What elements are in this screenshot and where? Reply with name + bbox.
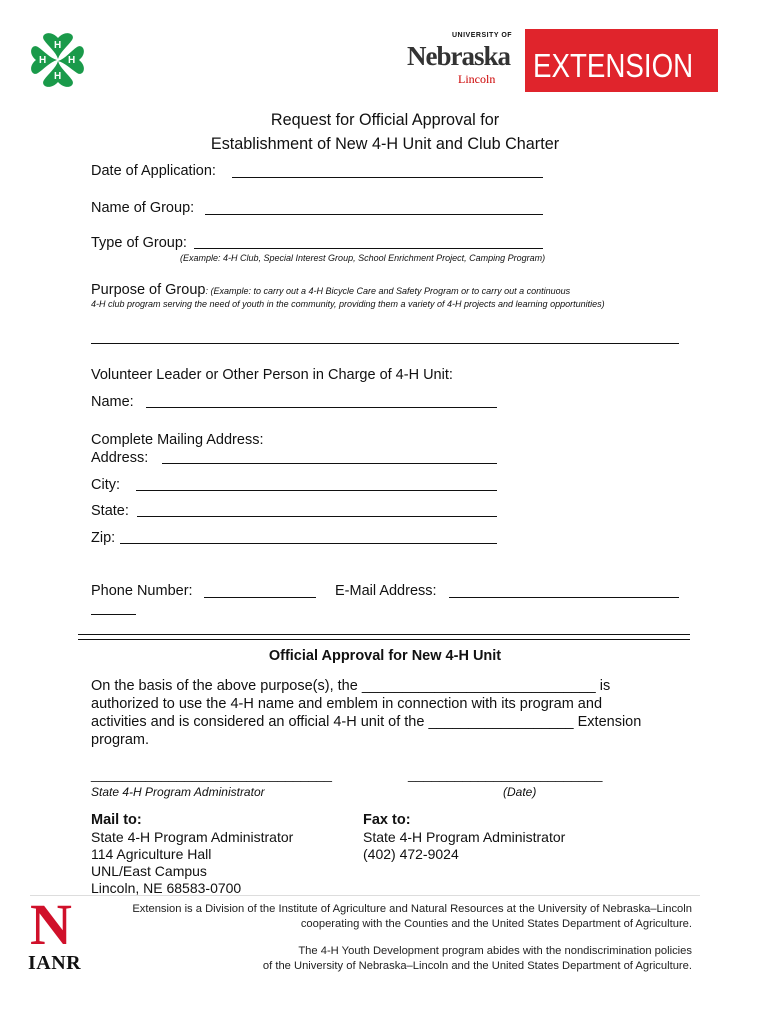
footer-line-2: cooperating with the Counties and the United States Department of Agriculture. — [300, 918, 692, 930]
fax-line: (402) 472-9024 — [363, 846, 459, 862]
footer-line-4: of the University of Nebraska–Lincoln and the United States Department of Agriculture. — [262, 960, 692, 972]
extension-text: EXTENSION — [533, 47, 694, 84]
date-label: Date of Application: — [91, 163, 216, 179]
fax-to-heading: Fax to: — [363, 812, 411, 828]
title-line-1: Request for Official Approval for — [270, 111, 500, 129]
phone-label: Phone Number: — [91, 583, 193, 599]
email-field[interactable] — [449, 597, 679, 598]
city-field[interactable] — [136, 490, 497, 491]
city-label: City: — [91, 477, 120, 493]
page-title — [0, 108, 770, 156]
phone-field-continued[interactable] — [91, 614, 136, 615]
email-label: E-Mail Address: — [335, 583, 437, 599]
unl-extension-logo — [404, 29, 718, 92]
signature-caption: State 4-H Program Administrator — [91, 785, 265, 799]
date-signature-line[interactable]: _________________________ — [408, 767, 603, 783]
approval-line-2: authorized to use the 4-H name and emblem in connection with its program and — [91, 696, 603, 712]
mail-to-block — [91, 829, 293, 897]
fax-to-block — [363, 829, 565, 863]
purpose-example-1: : (Example: to carry out a 4-H Bicycle Care and Safety Program or to carry out a continuous — [205, 286, 571, 296]
zip-field[interactable] — [120, 543, 497, 544]
approval-heading: Official Approval for New 4-H Unit — [268, 648, 502, 664]
mail-line: Lincoln, NE 68583-0700 — [91, 880, 242, 896]
type-of-group-label: Type of Group: — [91, 235, 187, 251]
signature-line[interactable]: _______________________________ — [91, 767, 332, 783]
mail-line: State 4-H Program Administrator — [91, 829, 294, 845]
ianr-logo — [28, 892, 88, 974]
leader-heading: Volunteer Leader or Other Person in Charge of 4-H Unit: — [91, 367, 453, 383]
approval-line-4: program. — [91, 732, 150, 748]
section-divider — [78, 634, 690, 640]
type-of-group-field[interactable] — [194, 248, 543, 249]
date-field[interactable] — [232, 177, 543, 178]
type-example: (Example: 4-H Club, Special Interest Group, School Enrichment Project, Camping Program) — [180, 253, 546, 263]
approval-line-3: activities and is considered an official 4-H unit of the __________________ Extension — [91, 714, 642, 730]
footer-line-3: The 4-H Youth Development program abides with the nondiscrimination policies — [298, 945, 692, 957]
name-of-group-field[interactable] — [205, 214, 543, 215]
date-caption: (Date) — [503, 785, 537, 799]
address-label: Address: — [91, 450, 149, 466]
mail-line: UNL/East Campus — [91, 863, 207, 879]
ianr-text: IANR — [28, 952, 82, 974]
name-field[interactable] — [146, 407, 497, 408]
ianr-n-letter: N — [30, 892, 72, 957]
unl-nebraska-text: Nebraska — [407, 41, 511, 71]
title-line-2: Establishment of New 4-H Unit and Club Charter — [210, 135, 560, 153]
phone-field[interactable] — [204, 597, 316, 598]
clover-letter: H — [54, 71, 62, 82]
clover-letter: H — [54, 40, 62, 51]
4h-clover-logo — [28, 30, 88, 90]
footer-rule — [30, 895, 700, 896]
footer-line-1: Extension is a Division of the Institute of Agriculture and Natural Resources at the University of Nebraska–Lincoln — [132, 903, 692, 915]
purpose-field[interactable] — [91, 343, 679, 344]
state-field[interactable] — [137, 516, 497, 517]
purpose-label: Purpose of Group — [91, 282, 206, 298]
extension-banner — [525, 29, 718, 92]
unl-university-text: UNIVERSITY OF — [452, 32, 513, 39]
mail-line: 114 Agriculture Hall — [91, 846, 212, 862]
unl-wordmark — [404, 29, 525, 92]
approval-line-1: On the basis of the above purpose(s), the _____________________________ is — [91, 678, 611, 694]
mailing-address-label: Complete Mailing Address: — [91, 432, 264, 448]
name-of-group-label: Name of Group: — [91, 200, 195, 216]
name-label: Name: — [91, 394, 134, 410]
state-label: State: — [91, 503, 129, 519]
clover-letter: H — [68, 55, 76, 66]
zip-label: Zip: — [91, 530, 116, 546]
unl-lincoln-text: Lincoln — [458, 72, 496, 86]
clover-letter: H — [39, 55, 47, 66]
purpose-row — [91, 281, 570, 299]
purpose-example-2: 4-H club program serving the need of youth in the community, providing them a variety of 4-H projects and learning opportunities) — [91, 299, 605, 309]
fax-line: State 4-H Program Administrator — [363, 829, 566, 845]
address-field[interactable] — [162, 463, 497, 464]
mail-to-heading: Mail to: — [91, 812, 142, 828]
